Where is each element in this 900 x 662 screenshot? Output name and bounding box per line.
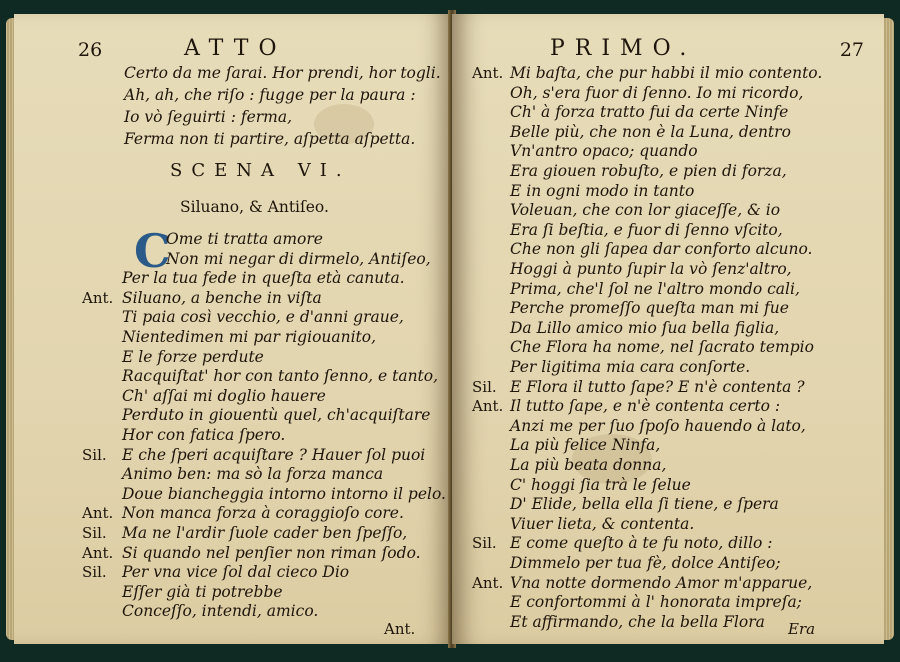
verse-line: Non manca forza à coraggioſo core.	[122, 504, 404, 523]
verse-line: La più felice Ninfa,	[510, 436, 661, 455]
speaker-label: Ant.	[472, 573, 504, 592]
verse-line: Viuer lieta, & contenta.	[510, 514, 695, 533]
verse-line: Ti paia così vecchio, e d'anni graue,	[122, 308, 404, 327]
verse-line: E in ogni modo in tanto	[510, 181, 695, 200]
verse-line: Ma ne l'ardir ſuole cader ben ſpeſſo,	[122, 524, 408, 542]
speaker-label: Sil.	[82, 445, 107, 464]
verse-line: C' hoggi ſia trà le ſelue	[510, 475, 691, 494]
verse-line: Era ſi beſtia, e fuor di ſenno vſcito,	[510, 220, 783, 239]
verse-line: Perche promeſſo queſta man mi fue	[510, 299, 789, 318]
left-page	[14, 14, 452, 644]
verse-line: Che non gli ſapea dar conforto alcuno.	[510, 240, 813, 259]
verse-line: Per vna vice ſol dal cieco Dio	[122, 563, 350, 582]
verse-line: Nientedimen mi par rigiouanito,	[122, 328, 377, 346]
verse-line: Il tutto ſape, e n'è contenta certo :	[510, 397, 781, 416]
verse-line: Racquiſtat' hor con tanto ſenno, e tanto,	[122, 367, 439, 386]
catchword: Era	[788, 620, 816, 638]
verse-line: Dimmelo per tua fè, dolce Antiſeo;	[510, 554, 781, 572]
speaker-label: Ant.	[472, 397, 504, 416]
verse-line: Da Lillo amico mio ſua bella figlia,	[510, 318, 780, 337]
verse-line: La più beata donna,	[510, 456, 667, 474]
speaker-label: Sil.	[82, 524, 107, 542]
page-number: 26	[78, 39, 103, 61]
verse-line: Hor con fatica ſpero.	[122, 426, 286, 444]
verse-line: E come queſto à te fu noto, dillo :	[510, 534, 773, 553]
verse-line: Et affirmando, che la bella Flora	[510, 612, 765, 631]
verse-line: Certo da me ſarai. Hor prendi, hor togli.	[124, 64, 441, 82]
verse-line: Ch' à forza tratto fui da certe Ninfe	[510, 103, 789, 122]
verse-line: Si quando nel penſier non riman ſodo.	[122, 543, 421, 562]
verse-line: Animo ben: ma sò la forza manca	[122, 465, 384, 484]
speaker-label: Sil.	[472, 377, 497, 396]
verse-line: Hoggi à punto ſupir la vò ſenz'altro,	[510, 260, 792, 278]
verse-line: Prima, che'l ſol ne l'altro mondo cali,	[510, 279, 800, 298]
page-number: 27	[839, 39, 864, 61]
verse-line: Oh, s'era fuor di ſenno. Io mi ricordo,	[510, 83, 804, 102]
right-page	[452, 14, 884, 644]
verse-line: Eſſer già ti potrebbe	[122, 582, 283, 601]
verse-line: Belle più, che non è la Luna, dentro	[510, 122, 791, 141]
verse-line: Anzi me per ſuo ſpoſo hauendo à lato,	[510, 416, 806, 435]
verse-line: Vn'antro opaco; quando	[510, 142, 698, 161]
verse-line: Che Flora ha nome, nel ſacrato tempio	[510, 338, 814, 357]
speaker-label: Ant.	[82, 543, 114, 562]
verse-line: Vna notte dormendo Amor m'apparue,	[510, 573, 813, 592]
scene-title: SCENA VI.	[170, 160, 351, 181]
verse-line: Doue biancheggia intorno intorno il pelo.	[122, 484, 446, 503]
catchword: Ant.	[384, 620, 416, 638]
verse-line: E confortommi à l' honorata impreſa;	[510, 593, 802, 612]
speaker-label: Sil.	[82, 563, 107, 582]
verse-line: Io vò ſeguirti : ferma,	[124, 108, 293, 126]
verse-line: Ome ti tratta amore	[166, 230, 323, 248]
speaker-label: Ant.	[82, 504, 114, 523]
verse-line: Siluano, a benche in viſta	[122, 288, 322, 307]
verse-line: Per la tua fede in queſta età canuta.	[122, 269, 405, 288]
scene-persons: Siluano, & Antiſeo.	[180, 198, 329, 216]
verse-line: Ch' aſſai mi doglio hauere	[122, 386, 326, 405]
speaker-label: Ant.	[472, 64, 504, 82]
verse-line: Mi baſta, che pur habbi il mio contento.	[510, 64, 823, 82]
speaker-label: Ant.	[82, 288, 114, 307]
verse-line: Ferma non ti partire, aſpetta aſpetta.	[124, 130, 416, 148]
verse-line: E Flora il tutto ſape? E n'è contenta ?	[510, 377, 805, 396]
verse-line: E che ſperi acquiſtare ? Hauer ſol puoi	[122, 445, 426, 464]
running-head: PRIMO.	[550, 36, 697, 61]
verse-line: Perduto in giouentù quel, ch'acquiſtare	[122, 406, 431, 425]
verse-line: Era giouen robuſto, e pien di forza,	[510, 162, 787, 180]
verse-line: D' Elide, bella ella ſi tiene, e ſpera	[510, 495, 779, 514]
verse-line: Voleuan, che con lor giaceſſe, & io	[510, 201, 781, 220]
verse-line: Per ligitima mia cara conſorte.	[510, 358, 751, 376]
verse-line: Non mi negar di dirmelo, Antiſeo,	[166, 249, 431, 268]
running-head: ATTO	[184, 36, 287, 61]
verse-line: E le forze perdute	[122, 347, 264, 366]
speaker-label: Sil.	[472, 534, 497, 553]
verse-line: Ah, ah, che riſo : fugge per la paura :	[124, 86, 416, 104]
drop-cap: C	[134, 224, 171, 278]
verse-line: Conceſſo, intendi, amico.	[122, 602, 319, 621]
